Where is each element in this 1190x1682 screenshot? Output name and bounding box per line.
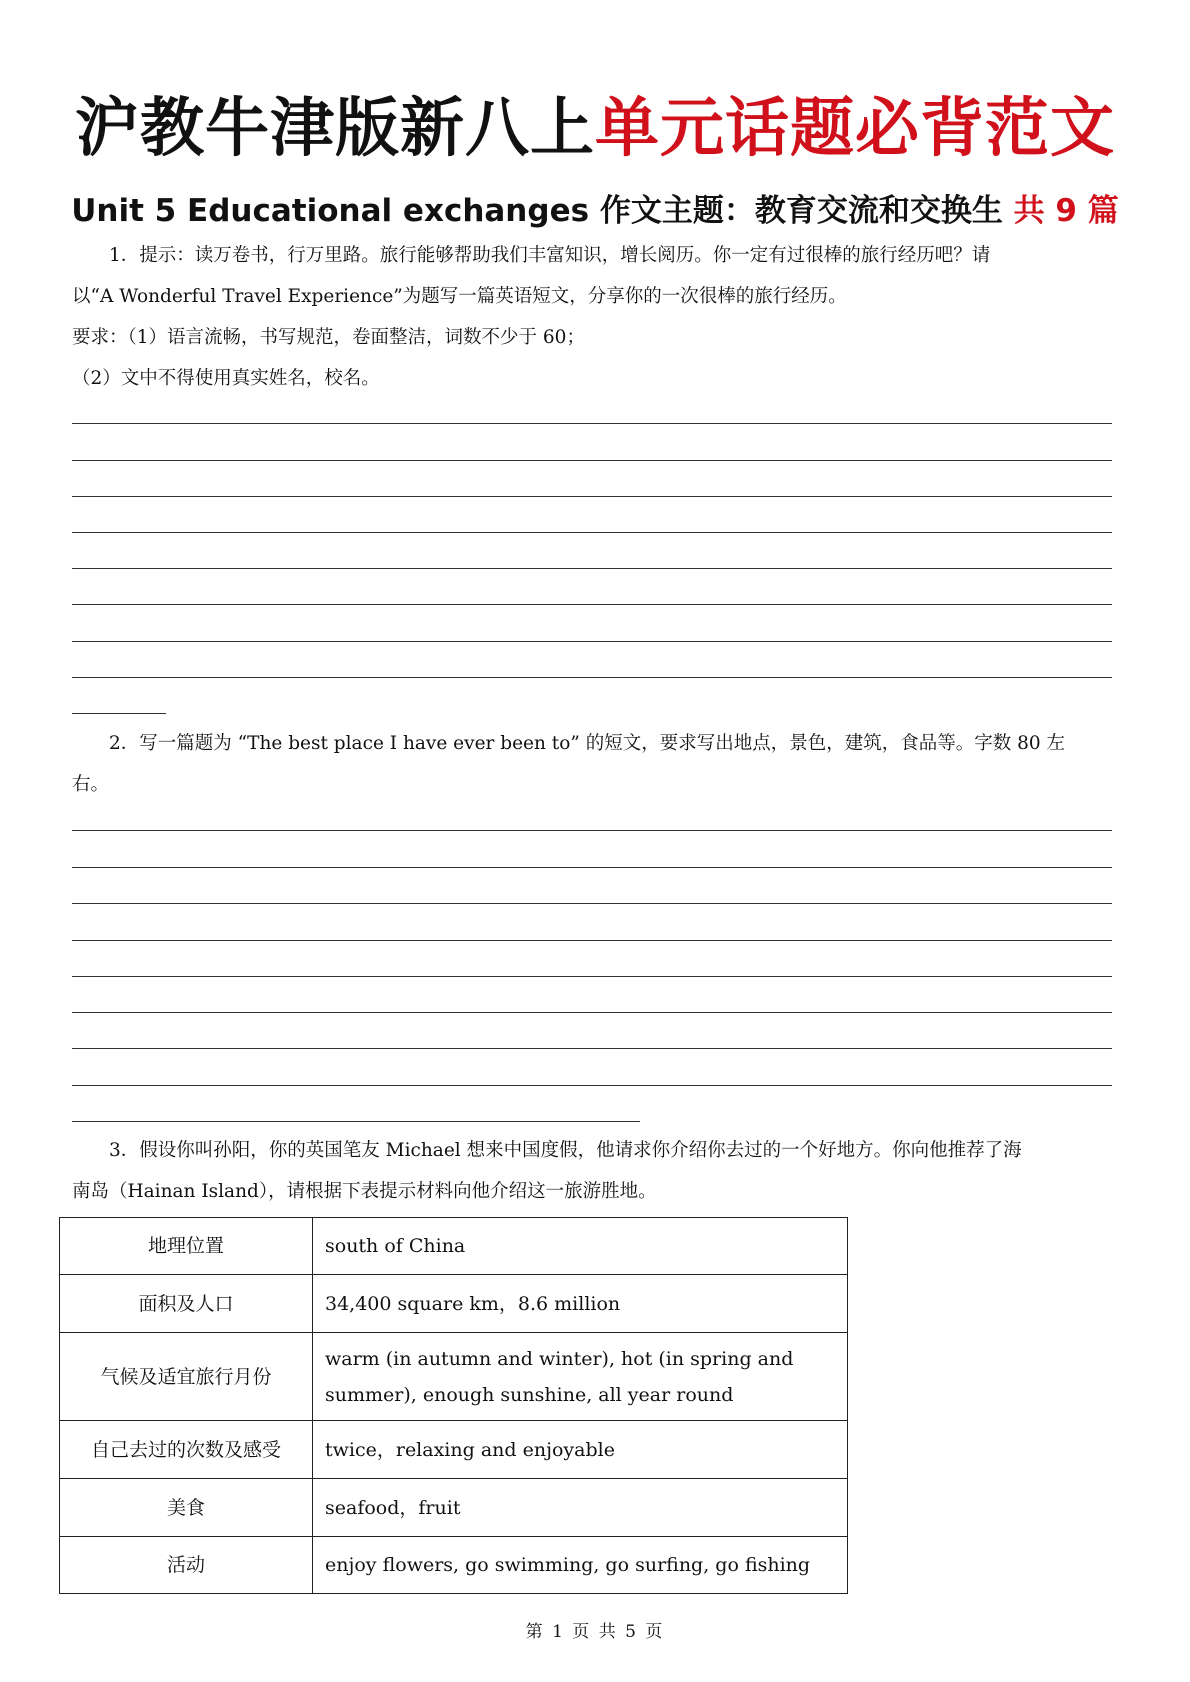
table-key: 面积及人口 [60, 1275, 313, 1333]
q2-writing-line[interactable] [72, 830, 1112, 831]
q1-writing-line[interactable] [72, 532, 1112, 533]
q1-writing-line[interactable] [72, 496, 1112, 497]
table-row [60, 1218, 848, 1275]
q2-writing-line[interactable] [72, 976, 1112, 977]
title-red: 单元话题必背范文 [595, 92, 1115, 166]
q1-writing-line[interactable] [72, 460, 1112, 461]
table-value: 34,400 square km，8.6 million [313, 1275, 848, 1333]
table-value: enjoy flowers, go swimming, go surfing, go fishing [313, 1537, 848, 1594]
table-row [60, 1537, 848, 1594]
table-key: 自己去过的次数及感受 [60, 1421, 313, 1479]
table-value: twice，relaxing and enjoyable [313, 1421, 848, 1479]
table-row [60, 1333, 848, 1421]
q1-writing-line[interactable] [72, 677, 1112, 678]
q1-writing-line[interactable] [72, 568, 1112, 569]
page-title [0, 90, 1190, 168]
q1-prompt-line-2: 以“A Wonderful Travel Experience”为题写一篇英语短文，分享你的一次很棒的旅行经历。 [72, 286, 847, 307]
q2-writing-line[interactable] [72, 867, 1112, 868]
table-key: 美食 [60, 1479, 313, 1537]
q2-writing-line[interactable] [72, 1085, 1112, 1086]
table-row [60, 1275, 848, 1333]
q1-writing-line[interactable] [72, 641, 1112, 642]
q2-writing-line[interactable] [72, 1048, 1112, 1049]
q1-prompt-line-1: 1．提示：读万卷书，行万里路。旅行能够帮助我们丰富知识，增长阅历。你一定有过很棒的旅行经历吧？请 [109, 245, 991, 266]
table-row [60, 1479, 848, 1537]
q3-prompt-line-1: 3．假设你叫孙阳，你的英国笔友 Michael 想来中国度假，他请求你介绍你去过的一个好地方。你向他推荐了海 [109, 1140, 1022, 1161]
q1-writing-line[interactable] [72, 604, 1112, 605]
hainan-info-table [59, 1217, 848, 1594]
subtitle-count: 共 9 篇 [1013, 193, 1119, 229]
subtitle-main: Unit 5 Educational exchanges 作文主题：教育交流和交换生 [71, 193, 1003, 229]
table-key: 气候及适宜旅行月份 [60, 1333, 313, 1421]
q2-writing-line-end[interactable] [72, 1121, 640, 1122]
q3-prompt-line-2: 南岛（Hainan Island），请根据下表提示材料向他介绍这一旅游胜地。 [72, 1181, 657, 1202]
table-key: 地理位置 [60, 1218, 313, 1275]
table-value: warm (in autumn and winter), hot (in spring and summer), enough sunshine, all year round [313, 1333, 848, 1421]
page-number: 第 1 页 共 5 页 [525, 1622, 665, 1642]
q2-writing-line[interactable] [72, 903, 1112, 904]
q1-requirement-1: 要求：（1）语言流畅，书写规范，卷面整洁，词数不少于 60； [72, 327, 585, 348]
table-value: seafood，fruit [313, 1479, 848, 1537]
q2-writing-line[interactable] [72, 1012, 1112, 1013]
table-key: 活动 [60, 1537, 313, 1594]
table-row [60, 1421, 848, 1479]
table-value: south of China [313, 1218, 848, 1275]
q2-prompt-line-2: 右。 [72, 774, 110, 795]
q2-writing-line[interactable] [72, 940, 1112, 941]
q1-writing-line-end[interactable] [72, 713, 166, 714]
q2-prompt-line-1: 2．写一篇题为 “The best place I have ever been to” 的短文，要求写出地点，景色，建筑，食品等。字数 80 左 [109, 733, 1066, 754]
q1-writing-line[interactable] [72, 423, 1112, 424]
q1-requirement-2: （2）文中不得使用真实姓名，校名。 [72, 368, 380, 389]
page-subtitle [0, 191, 1190, 231]
title-black: 沪教牛津版新八上 [75, 92, 595, 166]
